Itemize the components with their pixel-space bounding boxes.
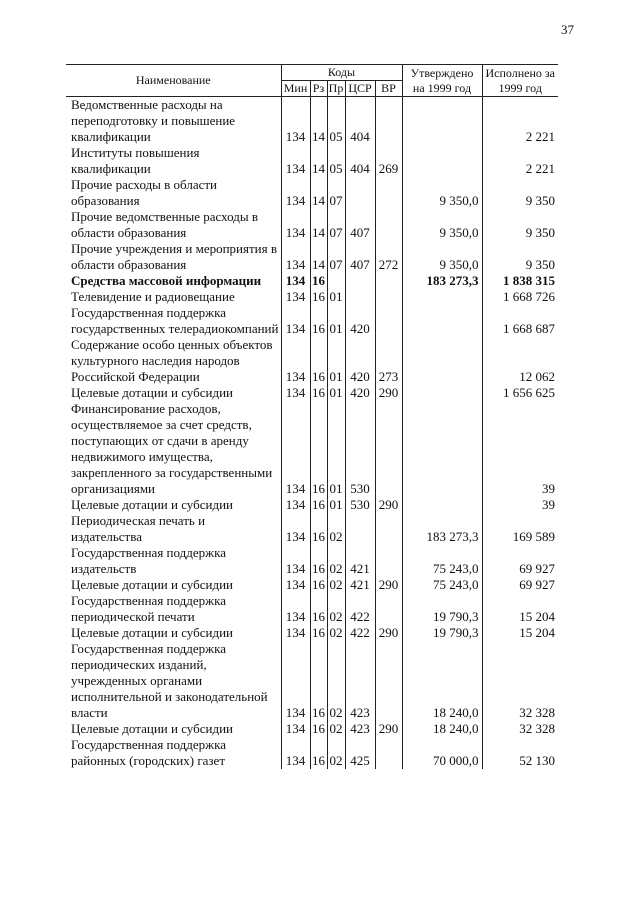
row-executed: 9 350	[482, 209, 558, 241]
row-name: Целевые дотации и субсидии	[66, 385, 281, 401]
table-row	[66, 737, 558, 769]
table-row	[66, 305, 558, 337]
table-row	[66, 289, 558, 305]
row-csr	[345, 177, 375, 209]
row-name: Целевые дотации и субсидии	[66, 721, 281, 737]
row-approved: 19 790,3	[402, 593, 482, 625]
row-pr: 02	[327, 513, 345, 545]
table-row	[66, 545, 558, 577]
row-approved: 18 240,0	[402, 721, 482, 737]
row-csr: 423	[345, 721, 375, 737]
budget-table	[66, 64, 558, 769]
row-csr: 404	[345, 145, 375, 177]
header-executed: Исполнено за 1999 год	[482, 65, 558, 97]
row-rz: 14	[310, 241, 327, 273]
row-rz: 16	[312, 273, 325, 288]
row-min: 134	[281, 721, 310, 737]
row-rz: 14	[310, 145, 327, 177]
row-vr: 290	[375, 721, 402, 737]
row-rz: 14	[310, 97, 327, 146]
row-pr: 01	[327, 289, 345, 305]
header-csr: ЦСР	[345, 81, 375, 97]
row-min: 134	[281, 577, 310, 593]
row-pr: 01	[327, 385, 345, 401]
row-pr: 05	[327, 145, 345, 177]
row-csr: 425	[345, 737, 375, 769]
table-row	[66, 177, 558, 209]
row-pr: 02	[327, 577, 345, 593]
header-pr: Пр	[328, 81, 344, 95]
row-csr: 420	[345, 305, 375, 337]
header-approved: Утверждено на 1999 год	[402, 65, 482, 97]
row-executed: 39	[482, 401, 558, 497]
row-name: Государственная поддержка государственных телерадиокомпаний	[66, 305, 281, 337]
row-approved	[402, 385, 482, 401]
row-approved: 9 350,0	[402, 177, 482, 209]
row-vr	[375, 305, 402, 337]
row-name: Прочие ведомственные расходы в области образования	[66, 209, 281, 241]
budget-table-wrapper	[66, 64, 558, 769]
row-csr: 420	[345, 337, 375, 385]
row-name: Финансирование расходов, осуществляемое за счет средств, поступающих от сдачи в аренду недвижимого имущества, закрепленного за государственными организациями	[66, 401, 281, 497]
table-row	[66, 241, 558, 273]
row-rz: 16	[310, 305, 327, 337]
table-row	[66, 513, 558, 545]
row-csr: 421	[345, 577, 375, 593]
row-name: Средства массовой информации	[66, 273, 281, 289]
row-min: 134	[281, 145, 310, 177]
row-vr	[375, 177, 402, 209]
row-pr: 02	[327, 625, 345, 641]
table-row	[66, 625, 558, 641]
row-executed: 169 589	[482, 513, 558, 545]
row-name: Целевые дотации и субсидии	[66, 577, 281, 593]
row-csr: 404	[345, 97, 375, 146]
table-row	[66, 497, 558, 513]
row-vr: 290	[375, 625, 402, 641]
row-pr: 01	[327, 401, 345, 497]
row-csr: 423	[345, 641, 375, 721]
row-executed: 15 204	[482, 593, 558, 625]
row-rz: 16	[310, 593, 327, 625]
row-pr: 02	[327, 737, 345, 769]
table-row	[66, 273, 558, 289]
row-min: 134	[281, 737, 310, 769]
table-row	[66, 337, 558, 385]
row-vr: 290	[375, 577, 402, 593]
row-min: 134	[281, 209, 310, 241]
row-pr: 05	[327, 97, 345, 146]
row-executed: 1 668 687	[482, 305, 558, 337]
row-csr: 422	[345, 593, 375, 625]
row-executed: 15 204	[482, 625, 558, 641]
row-csr	[345, 513, 375, 545]
row-min: 134	[281, 593, 310, 625]
header-vr: ВР	[375, 81, 402, 97]
row-vr	[375, 289, 402, 305]
row-executed: 1 838 315	[482, 273, 558, 289]
row-name: Содержание особо ценных объектов культурного наследия народов Российской Федерации	[66, 337, 281, 385]
row-min: 134	[281, 177, 310, 209]
row-name: Прочие расходы в области образования	[66, 177, 281, 209]
row-vr	[375, 545, 402, 577]
row-executed: 9 350	[482, 241, 558, 273]
row-approved	[402, 337, 482, 385]
row-min: 134	[281, 625, 310, 641]
row-vr: 273	[375, 337, 402, 385]
row-name: Прочие учреждения и мероприятия в области образования	[66, 241, 281, 273]
row-name: Институты повышения квалификации	[66, 145, 281, 177]
row-name: Государственная поддержка периодической печати	[66, 593, 281, 625]
row-approved	[402, 305, 482, 337]
row-rz: 16	[310, 641, 327, 721]
row-min: 134	[281, 273, 310, 289]
row-rz: 16	[312, 497, 325, 512]
row-csr: 530	[345, 497, 375, 513]
row-approved: 70 000,0	[402, 737, 482, 769]
row-executed: 1 668 726	[482, 289, 558, 305]
table-row	[66, 97, 558, 146]
row-approved: 75 243,0	[402, 577, 482, 593]
row-pr: 02	[327, 593, 345, 625]
row-pr: 02	[327, 641, 345, 721]
row-vr	[375, 273, 402, 289]
row-rz: 14	[310, 177, 327, 209]
table-row	[66, 401, 558, 497]
row-name: Целевые дотации и субсидии	[66, 625, 281, 641]
row-name: Государственная поддержка районных (городских) газет	[66, 737, 281, 769]
row-approved: 9 350,0	[402, 241, 482, 273]
table-row	[66, 145, 558, 177]
row-pr: 02	[327, 721, 345, 737]
row-approved	[402, 497, 482, 513]
row-vr	[375, 513, 402, 545]
table-body	[66, 97, 558, 770]
row-min: 134	[281, 513, 310, 545]
row-approved: 18 240,0	[402, 641, 482, 721]
row-executed: 9 350	[482, 177, 558, 209]
row-approved	[402, 97, 482, 146]
row-csr	[345, 273, 375, 289]
row-rz: 16	[310, 545, 327, 577]
row-min: 134	[281, 305, 310, 337]
row-min: 134	[281, 97, 310, 146]
row-executed: 32 328	[482, 721, 558, 737]
row-vr	[375, 641, 402, 721]
row-approved: 9 350,0	[402, 209, 482, 241]
row-csr: 421	[345, 545, 375, 577]
header-codes: Коды	[281, 65, 402, 81]
row-min: 134	[281, 401, 310, 497]
page-number: 37	[561, 22, 574, 37]
row-csr: 422	[345, 625, 375, 641]
header-name: Наименование	[66, 65, 281, 97]
row-rz: 14	[310, 209, 327, 241]
row-executed: 2 221	[482, 97, 558, 146]
row-rz: 16	[312, 625, 325, 640]
table-row	[66, 593, 558, 625]
row-approved: 183 273,3	[402, 273, 482, 289]
row-approved	[402, 289, 482, 305]
row-rz: 16	[312, 289, 325, 304]
row-vr: 269	[375, 145, 402, 177]
row-pr: 02	[327, 545, 345, 577]
row-executed: 39	[482, 497, 558, 513]
row-executed: 2 221	[482, 145, 558, 177]
row-name: Целевые дотации и субсидии	[66, 497, 281, 513]
row-min: 134	[281, 337, 310, 385]
row-rz: 16	[312, 385, 325, 400]
row-approved	[402, 401, 482, 497]
row-rz: 16	[312, 721, 325, 736]
row-approved	[402, 145, 482, 177]
row-vr: 272	[375, 241, 402, 273]
row-rz: 16	[310, 401, 327, 497]
row-pr: 07	[327, 241, 345, 273]
table-row	[66, 577, 558, 593]
table-row	[66, 641, 558, 721]
row-vr: 290	[375, 385, 402, 401]
table-row	[66, 721, 558, 737]
row-vr: 290	[375, 497, 402, 513]
row-rz: 16	[312, 577, 325, 592]
row-approved: 183 273,3	[402, 513, 482, 545]
row-rz: 16	[310, 513, 327, 545]
row-executed: 32 328	[482, 641, 558, 721]
row-min: 134	[281, 385, 310, 401]
row-executed: 1 656 625	[482, 385, 558, 401]
row-rz: 16	[310, 337, 327, 385]
row-name: Периодическая печать и издательства	[66, 513, 281, 545]
table-header	[66, 65, 558, 97]
row-vr	[375, 401, 402, 497]
row-executed: 12 062	[482, 337, 558, 385]
row-csr: 420	[345, 385, 375, 401]
row-name: Государственная поддержка периодических изданий, учрежденных органами исполнительной и законодательной власти	[66, 641, 281, 721]
table-row	[66, 385, 558, 401]
row-pr: 01	[327, 305, 345, 337]
row-name: Телевидение и радиовещание	[66, 289, 281, 305]
row-csr	[345, 289, 375, 305]
row-approved: 19 790,3	[402, 625, 482, 641]
row-min: 134	[281, 545, 310, 577]
table-row	[66, 209, 558, 241]
row-vr	[375, 97, 402, 146]
row-pr: 07	[327, 177, 345, 209]
row-min: 134	[281, 289, 310, 305]
row-min: 134	[281, 641, 310, 721]
header-rz: Рз	[310, 81, 327, 97]
row-pr: 07	[327, 209, 345, 241]
row-pr: 01	[327, 497, 345, 513]
row-executed: 52 130	[482, 737, 558, 769]
row-rz: 16	[310, 737, 327, 769]
row-min: 134	[281, 241, 310, 273]
row-vr	[375, 737, 402, 769]
row-pr: 01	[327, 337, 345, 385]
row-approved: 75 243,0	[402, 545, 482, 577]
row-min: 134	[281, 497, 310, 513]
row-csr: 407	[345, 209, 375, 241]
row-executed: 69 927	[482, 545, 558, 577]
row-vr	[375, 593, 402, 625]
row-executed: 69 927	[482, 577, 558, 593]
row-name: Государственная поддержка издательств	[66, 545, 281, 577]
row-name: Ведомственные расходы на переподготовку и повышение квалификации	[66, 97, 281, 146]
row-pr	[327, 273, 345, 289]
row-csr: 530	[345, 401, 375, 497]
header-min: Мин	[281, 81, 310, 97]
row-csr: 407	[345, 241, 375, 273]
row-vr	[375, 209, 402, 241]
